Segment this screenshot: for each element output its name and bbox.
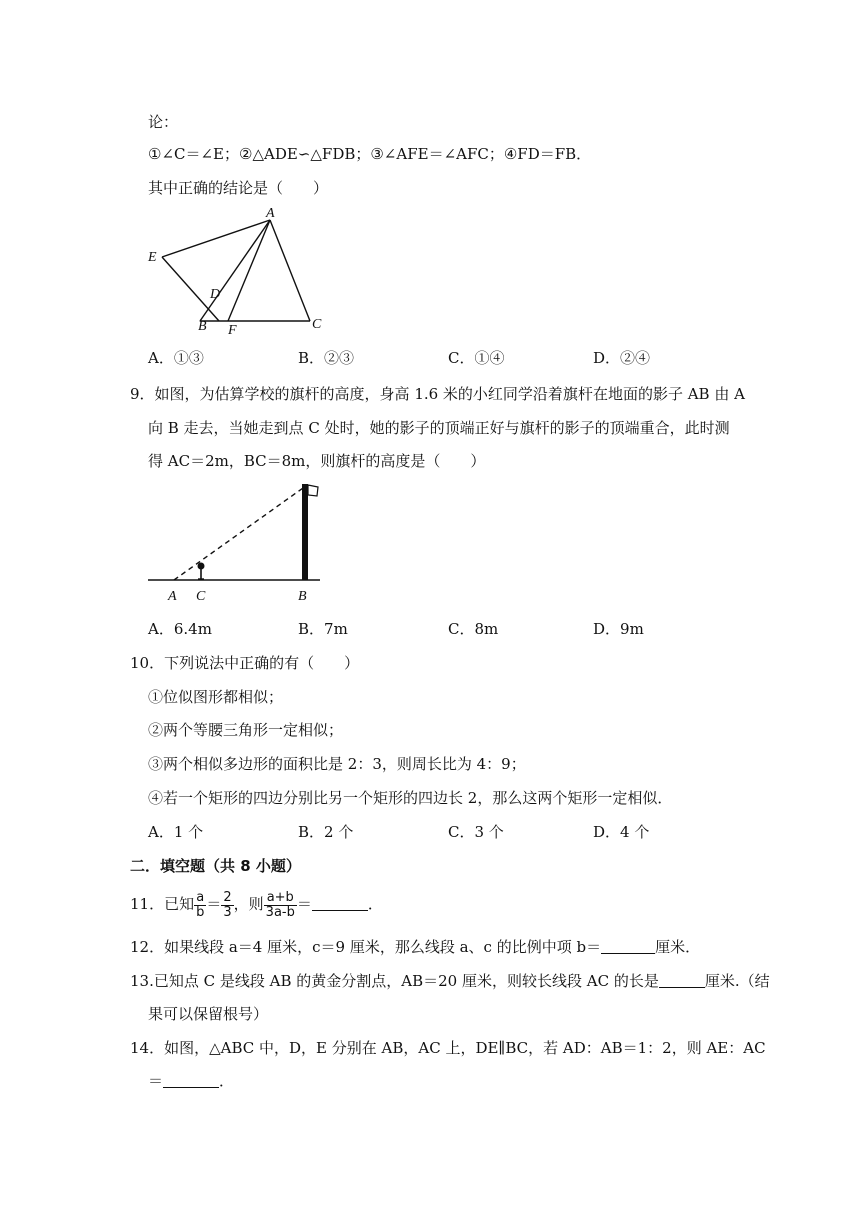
q11-mid: ，则 <box>233 895 264 913</box>
q9-line-2: 向 B 走去，当她走到点 C 处时，她的影子的顶端正好与旗杆的影子的顶端重合，此时测 <box>148 419 730 437</box>
q8-label-E: E <box>148 250 157 265</box>
q12-end: 厘米． <box>655 938 701 956</box>
q9-label-A: A <box>168 589 177 604</box>
q8-question: 其中正确的结论是（ ） <box>148 179 329 197</box>
q10-item-1: ①位似图形都相似； <box>148 688 284 706</box>
q10-option-b[interactable]: B．2 个 <box>298 823 354 841</box>
q14-prefix: ＝ <box>148 1072 164 1090</box>
q11-answer-blank[interactable] <box>312 896 368 911</box>
q12-line <box>130 937 700 957</box>
q8-option-a[interactable]: A．①③ <box>148 349 204 367</box>
q13-line-1 <box>130 971 770 991</box>
q8-figure <box>140 200 340 340</box>
q10-item-4: ④若一个矩形的四边分别比另一个矩形的四边长 2，那么这两个矩形一定相似． <box>148 789 673 807</box>
q9-label-C: C <box>196 589 206 604</box>
q14-line-1: 14．如图，△ABC 中，D，E 分别在 AB，AC 上，DE∥BC，若 AD：AB＝1：2，则 AE：AC <box>130 1039 766 1057</box>
q13-answer-blank[interactable] <box>659 973 705 988</box>
q10-option-d[interactable]: D．4 个 <box>593 823 650 841</box>
q10-option-a[interactable]: A．1 个 <box>148 823 204 841</box>
q9-line-3: 得 AC＝2m，BC＝8m，则旗杆的高度是（ ） <box>148 452 486 470</box>
q8-line-1: 论： <box>148 113 179 131</box>
q10-item-3: ③两个相似多边形的面积比是 2：3，则周长比为 4：9； <box>148 755 526 773</box>
q11-equals-2: ＝ <box>296 895 312 913</box>
q11-fraction-a-over-b: $\frac{a}{b}$ <box>196 889 205 920</box>
q8-label-D: D <box>210 287 221 302</box>
q9-option-b[interactable]: B．7m <box>298 620 348 638</box>
q8-option-c[interactable]: C．①④ <box>448 349 505 367</box>
q8-option-b[interactable]: B．②③ <box>298 349 355 367</box>
q8-conclusions: ①∠C＝∠E；②△ADE∽△FDB；③∠AFE＝∠AFC；④FD＝FB． <box>148 145 592 163</box>
q9-figure <box>140 478 340 608</box>
q14-answer-blank[interactable] <box>163 1073 219 1088</box>
q9-option-d[interactable]: D．9m <box>593 620 644 638</box>
q8-label-F: F <box>228 323 237 338</box>
q11-line <box>130 887 383 921</box>
q9-label-B: B <box>298 589 307 604</box>
q11-fraction-expression: $\frac{a+b}{3a-b}$ <box>265 889 295 920</box>
q8-label-A: A <box>266 206 275 221</box>
q9-line-1: 9．如图，为估算学校的旗杆的高度，身高 1.6 米的小红同学沿着旗杆在地面的影子 AB 由 A <box>130 385 745 403</box>
q13-text: 13.已知点 C 是线段 AB 的黄金分割点，AB＝20 厘米，则较长线段 AC 的长是 <box>130 972 659 990</box>
q13-end: 厘米.（结 <box>704 972 770 990</box>
q8-option-d[interactable]: D．②④ <box>593 349 651 367</box>
q12-answer-blank[interactable] <box>601 939 655 954</box>
q10-item-2: ②两个等腰三角形一定相似； <box>148 721 344 739</box>
q11-equals: ＝ <box>206 895 222 913</box>
q8-label-C: C <box>312 317 322 332</box>
section-title: 二．填空题（共 8 小题） <box>130 857 301 875</box>
q14-end: ． <box>219 1072 235 1090</box>
q11-end: ． <box>367 895 383 913</box>
q8-label-B: B <box>198 319 207 334</box>
q13-line-2: 果可以保留根号） <box>148 1005 269 1023</box>
q12-text: 12．如果线段 a＝4 厘米，c＝9 厘米，那么线段 a、c 的比例中项 b＝ <box>130 938 602 956</box>
q11-prefix: 11．已知 <box>130 895 195 913</box>
q9-option-a[interactable]: A．6.4m <box>148 620 212 638</box>
q11-fraction-2-over-3: $\frac{2}{3}$ <box>223 889 232 920</box>
q14-line-2 <box>148 1071 234 1091</box>
q10-stem: 10．下列说法中正确的有（ ） <box>130 654 360 672</box>
q9-option-c[interactable]: C．8m <box>448 620 499 638</box>
q10-option-c[interactable]: C．3 个 <box>448 823 504 841</box>
